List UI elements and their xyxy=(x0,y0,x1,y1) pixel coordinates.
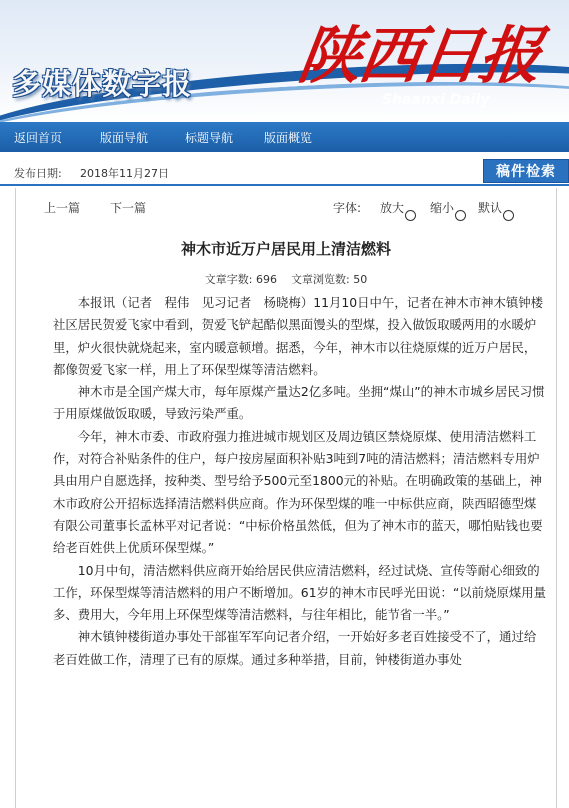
font-enlarge-label: 放大 xyxy=(380,201,405,215)
word-count: 696 xyxy=(256,273,277,286)
masthead xyxy=(0,0,569,122)
site-label: 多媒体数字报 xyxy=(12,67,193,101)
paragraph: 神木镇钟楼街道办事处干部崔军军向记者介绍，一开始好多老百姓接受不了，通过给老百姓做工作，清理了已有的原煤。通过多种举措，目前，钟楼街道办事处 xyxy=(53,629,537,667)
article-toolbar xyxy=(16,188,556,218)
nav-overview-link[interactable]: 版面概览 xyxy=(264,131,313,145)
font-label: 字体: xyxy=(333,201,362,215)
nav-page-nav-link[interactable]: 版面导航 xyxy=(100,131,149,145)
font-enlarge-button[interactable] xyxy=(380,199,404,216)
font-default-label: 默认 xyxy=(478,201,503,215)
views-count: 50 xyxy=(353,273,368,286)
next-article-link[interactable]: 下一篇 xyxy=(110,201,147,215)
font-default-button[interactable] xyxy=(478,199,502,216)
article-panel xyxy=(15,188,557,808)
paper-logo: 陕西日报 xyxy=(294,19,545,92)
search-articles-button[interactable]: 稿件检索 xyxy=(483,159,569,183)
article-title: 神木市近万户居民用上清洁燃料 xyxy=(180,240,391,258)
circle-icon xyxy=(503,210,514,221)
plus-circle-icon xyxy=(405,210,416,221)
paragraph: 10月中旬，清洁燃料供应商开始给居民供应清洁燃料，经过试烧、宣传等耐心细致的工作，环保型煤等清洁燃料的用户不断增加。61岁的神木市民呼光田说：“以前烧原煤用量多、费用大，今年用上环保型煤等清洁燃料，与往年相比，能节省一半。” xyxy=(53,562,547,623)
views-label: 文章浏览数: xyxy=(291,273,350,286)
prev-article-link[interactable]: 上一篇 xyxy=(44,201,81,215)
divider xyxy=(0,184,569,186)
font-shrink-button[interactable] xyxy=(430,199,454,216)
top-nav xyxy=(0,122,569,152)
article-meta xyxy=(16,271,556,287)
article-body xyxy=(53,292,548,671)
font-shrink-label: 缩小 xyxy=(430,201,455,215)
paragraph: 神木市是全国产煤大市，每年原煤产量达2亿多吨。坐拥“煤山”的神木市城乡居民习惯于用原煤做饭取暖，导致污染严重。 xyxy=(53,384,545,422)
paper-logo-en: Shaanxi Daily xyxy=(382,92,490,108)
nav-home-link[interactable]: 返回首页 xyxy=(14,131,63,145)
paragraph: 今年，神木市委、市政府强力推进城市规划区及周边镇区禁烧原煤、使用清洁燃料工作，对符合补贴条件的住户，每户按房屋面积补贴3吨到7吨的清洁燃料；清洁燃料专用炉具由用户自愿选择，按种类、型号给予500元至1800元的补贴。在明确政策的基础上，神木市政府公开招标选择清洁燃料供应商。作为环保型煤的唯一中标供应商，陕西昭德型煤有限公司董事长孟林平对记者说：“中标价格虽然低，但为了神木市的蓝天，哪怕贴钱也要给老百姓供上优质环保型煤。” xyxy=(53,428,543,556)
date-label: 发布日期: xyxy=(14,167,62,180)
word-count-label: 文章字数: xyxy=(204,273,253,286)
minus-circle-icon xyxy=(455,210,466,221)
paragraph: 本报讯（记者 程伟 见习记者 杨晓梅）11月10日中午，记者在神木市神木镇钟楼社区居民贺爱飞家中看到，贺爱飞铲起酷似黑面馒头的型煤，投入做饭取暖两用的水暖炉里，炉火很快就烧起来，室内暖意顿增。据悉，今年，神木市以往烧原煤的近万户居民，都像贺爱飞家一样，用上了环保型煤等清洁燃料。 xyxy=(53,295,544,377)
nav-title-nav-link[interactable]: 标题导航 xyxy=(185,131,234,145)
date-value: 2018年11月27日 xyxy=(80,167,169,180)
